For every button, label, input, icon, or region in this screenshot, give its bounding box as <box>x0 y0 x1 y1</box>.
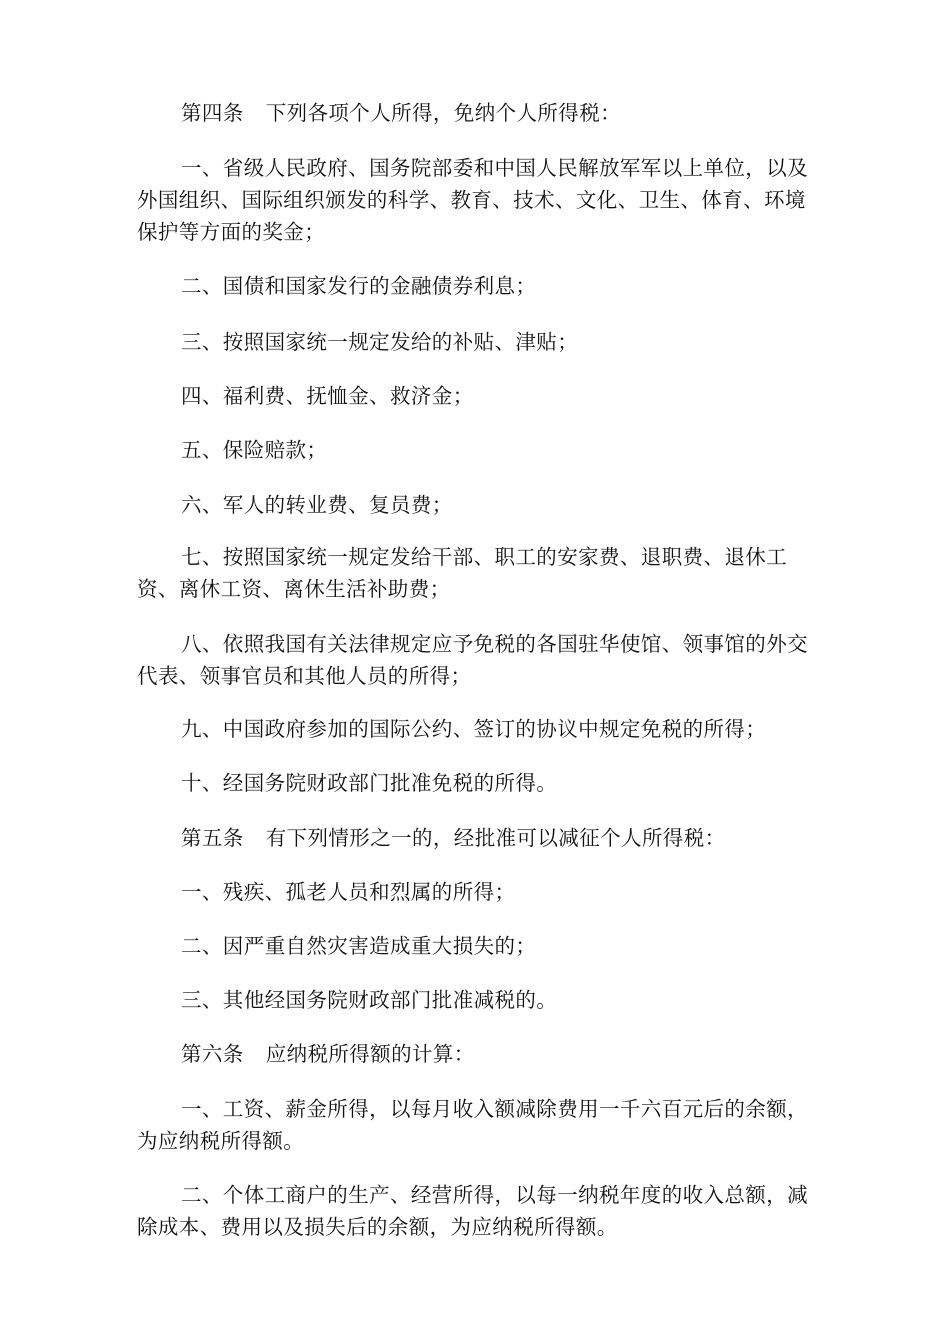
article-5-item-3: 三、其他经国务院财政部门批准减税的。 <box>181 988 558 1012</box>
article-5-item-2: 二、因严重自然灾害造成重大损失的； <box>181 934 537 958</box>
article-5-item-1: 一、残疾、孤老人员和烈属的所得； <box>181 880 516 904</box>
article-4-item-1: 一、省级人民政府、国务院部委和中国人民解放军军以上单位，以及外国组织、国际组织颁发的科学、教育、技术、文化、卫生、体育、环境保护等方面的奖金； <box>137 156 808 244</box>
article-4-heading <box>137 97 817 129</box>
article-4-item-10: 十、经国务院财政部门批准免税的所得。 <box>181 771 558 795</box>
article-6-heading <box>137 1038 817 1070</box>
article-4-item-2: 二、国债和国家发行的金融债券利息； <box>181 274 537 298</box>
article-4-item-4: 四、福利费、抚恤金、救济金； <box>181 384 474 408</box>
article-4-item-9: 九、中国政府参加的国际公约、签订的协议中规定免税的所得； <box>181 717 767 741</box>
article-6-item-2: 二、个体工商户的生产、经营所得，以每一纳税年度的收入总额，减除成本、费用以及损失后的余额，为应纳税所得额。 <box>137 1183 808 1239</box>
article-4-item-7: 七、按照国家统一规定发给干部、职工的安家费、退职费、退休工资、离休工资、离休生活补助费； <box>137 545 788 601</box>
article-6-item-1: 一、工资、薪金所得，以每月收入额减除费用一千六百元后的余额，为应纳税所得额。 <box>137 1097 808 1153</box>
article-4-item-5: 五、保险赔款； <box>181 438 328 462</box>
article-4-item-6: 六、军人的转业费、复员费； <box>181 493 453 517</box>
article-text: 下列各项个人所得，免纳个人所得税： <box>265 101 622 125</box>
article-4-item-3: 三、按照国家统一规定发给的补贴、津贴； <box>181 330 579 354</box>
article-text: 有下列情形之一的，经批准可以减征个人所得税： <box>265 826 726 850</box>
article-text: 应纳税所得额的计算： <box>265 1042 475 1066</box>
article-number: 第四条 <box>181 101 244 125</box>
article-5-heading <box>137 822 817 854</box>
article-number: 第六条 <box>181 1042 244 1066</box>
article-number: 第五条 <box>181 826 244 850</box>
article-4-item-8: 八、依照我国有关法律规定应予免税的各国驻华使馆、领事馆的外交代表、领事官员和其他人员的所得； <box>137 632 808 688</box>
